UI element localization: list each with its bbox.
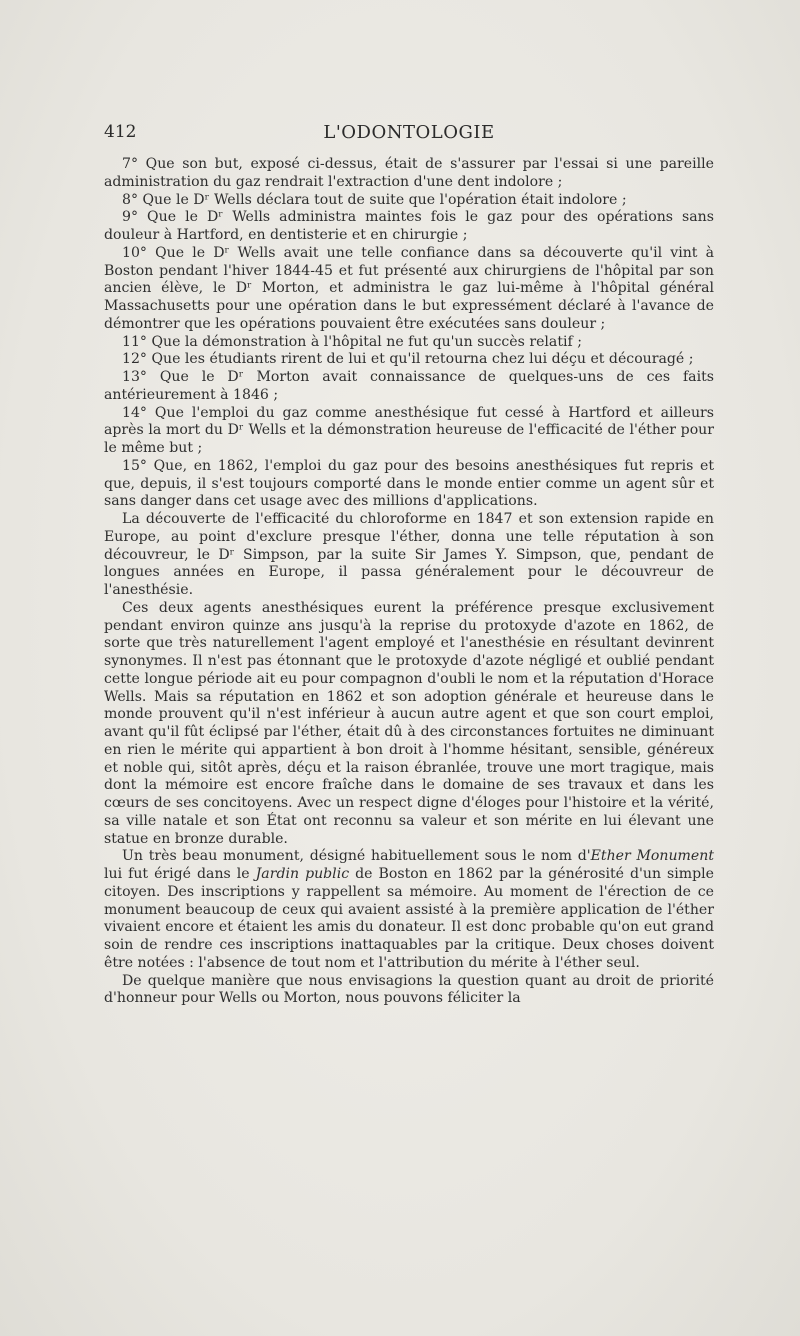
ether-monument-term: Ether Monument — [590, 848, 715, 865]
paragraph: 7° Que son but, exposé ci-dessus, était de s'assurer par l'essai si une pareille administration du gaz rendrait l'extraction d'une dent indolore ; — [104, 156, 714, 190]
body-text — [104, 156, 714, 1008]
text-run: lui fut érigé dans le — [104, 866, 256, 882]
paragraph: La découverte de l'efficacité du chloroforme en 1847 et son extension rapide en Europe, au point d'exclure presque l'éther, donna une telle réputation à son découvreur, le Dʳ Simpson, par la suite Sir James Y. Simpson, que, pendant de longues années en Europe, il passa généralement pour le découvreur de l'anesthésie. — [104, 511, 714, 598]
text-run: Un très beau monument, désigné habituellement sous le nom d' — [122, 848, 591, 865]
paragraph: 9° Que le Dʳ Wells administra maintes fois le gaz pour des opérations sans douleur à Hartford, en dentisterie et en chirurgie ; — [104, 209, 714, 243]
page-header — [104, 122, 714, 148]
paragraph-last: De quelque manière que nous envisagions la question quant au droit de priorité d'honneur pour Wells ou Morton, nous pouvons féliciter la — [104, 972, 714, 1007]
page-number: 412 — [104, 122, 137, 142]
paragraph: 10° Que le Dʳ Wells avait une telle confiance dans sa découverte qu'il vint à Boston pendant l'hiver 1844-45 et fut présenté aux chirurgiens de l'hôpital par son ancien élève, le Dʳ Morton, et administra le gaz lui-même à l'hôpital général Massachusetts pour une opération dans le but expressément déclaré à l'avance de démontrer que les opérations pouvaient être exécutées sans douleur ; — [104, 244, 714, 332]
paragraph: 8° Que le Dʳ Wells déclara tout de suite que l'opération était indolore ; — [122, 191, 627, 208]
paragraph: Ces deux agents anesthésiques eurent la préférence presque exclusivement pendant environ quinze ans jusqu'à la reprise du protoxyde d'azote en 1862, de sorte que très naturellement l'agent employé et l'anesthésie en résultant devinrent synonymes. Il n'est pas étonnant que le protoxyde d'azote négligé et oublié pendant cette longue période ait eu pour compagnon d'oubli le nom et la réputation d'Horace Wells. Mais sa réputation en 1862 et son adoption générale et heureuse dans le monde prouvent qu'il n'est inférieur à aucun autre agent et que son court emploi, avant qu'il fût éclipsé par l'éther, était dû à des circonstances fortuites ne diminuant en rien le mérite qui appartient à bon droit à l'homme hésitant, sensible, généreux et noble qui, sitôt après, déçu et la raison ébranlée, trouve une mort tragique, mais dont la mémoire est encore fraîche dans le domaine de ses travaux et dans les cœurs de ses concitoyens. Avec un respect digne d'éloges pour l'histoire et la vérité, sa ville natale et son État ont reconnu sa valeur et son mérite en lui élevant une statue en bronze durable. — [104, 599, 714, 847]
running-title: L'ODONTOLOGIE — [323, 122, 495, 143]
paragraph: 13° Que le Dʳ Morton avait connaissance de quelques-uns de ces faits antérieurement à 1846 ; — [104, 369, 714, 403]
paragraph: 14° Que l'emploi du gaz comme anesthésique fut cessé à Hartford et ailleurs après la mort du Dʳ Wells et la démonstration heureuse de l'efficacité de l'éther pour le même but ; — [104, 404, 714, 456]
paragraph: 12° Que les étudiants rirent de lui et qu'il retourna chez lui déçu et découragé ; — [122, 351, 694, 368]
paragraph: 15° Que, en 1862, l'emploi du gaz pour des besoins anesthésiques fut repris et que, depuis, il s'est toujours comporté dans le monde entier comme un agent sûr et sans danger dans cet usage avec des millions d'applications. — [104, 457, 714, 510]
jardin-public-term: Jardin public — [255, 866, 350, 882]
paragraph-monument — [104, 848, 714, 972]
text-run: de Boston en 1862 par la générosité d'un simple citoyen. Des inscriptions y rappellent sa mémoire. Au moment de l'érection de ce monument beaucoup de ceux qui avaient assisté à la première application de l'éther vivaient encore et étaient les amis du donateur. Il est donc probable qu'on eut grand soin de rendre ces inscriptions inattaquables par la critique. Deux choses doivent être notées : l'absence de tout nom et l'attribution du mérite à l'éther seul. — [104, 866, 715, 971]
paragraph: 11° Que la démonstration à l'hôpital ne fut qu'un succès relatif ; — [122, 333, 582, 350]
